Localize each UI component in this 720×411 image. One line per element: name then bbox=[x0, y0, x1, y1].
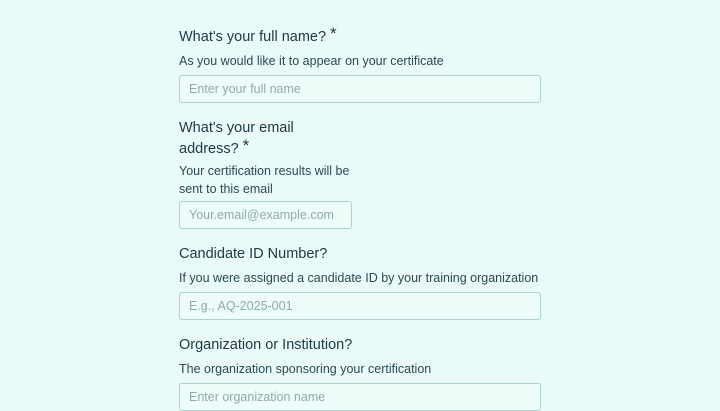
full-name-field bbox=[179, 26, 337, 47]
full-name-label bbox=[179, 26, 337, 47]
email-field bbox=[179, 119, 294, 159]
full-name-label-text: What's your full name? bbox=[179, 29, 327, 45]
candidate-id-field bbox=[179, 245, 327, 264]
email-description bbox=[179, 162, 349, 198]
required-asterisk: * bbox=[330, 24, 337, 43]
candidate-id-description: If you were assigned a candidate ID by your training organization bbox=[179, 271, 539, 285]
organization-field bbox=[179, 336, 352, 355]
full-name-description: As you would like it to appear on your certificate bbox=[179, 54, 444, 68]
email-label-line1: What's your email bbox=[179, 120, 294, 136]
email-label bbox=[179, 119, 294, 159]
email-description-line1: Your certification results will be bbox=[179, 164, 350, 178]
organization-label: Organization or Institution? bbox=[179, 337, 353, 353]
email-label-line2: address? bbox=[179, 141, 239, 157]
email-input[interactable] bbox=[179, 201, 352, 229]
required-asterisk: * bbox=[242, 136, 250, 155]
candidate-id-label: Candidate ID Number? bbox=[179, 246, 328, 262]
full-name-input[interactable] bbox=[179, 75, 541, 103]
organization-description: The organization sponsoring your certification bbox=[179, 362, 432, 376]
organization-input[interactable] bbox=[179, 383, 541, 411]
candidate-id-input[interactable] bbox=[179, 292, 541, 320]
email-description-line2: sent to this email bbox=[179, 182, 273, 196]
